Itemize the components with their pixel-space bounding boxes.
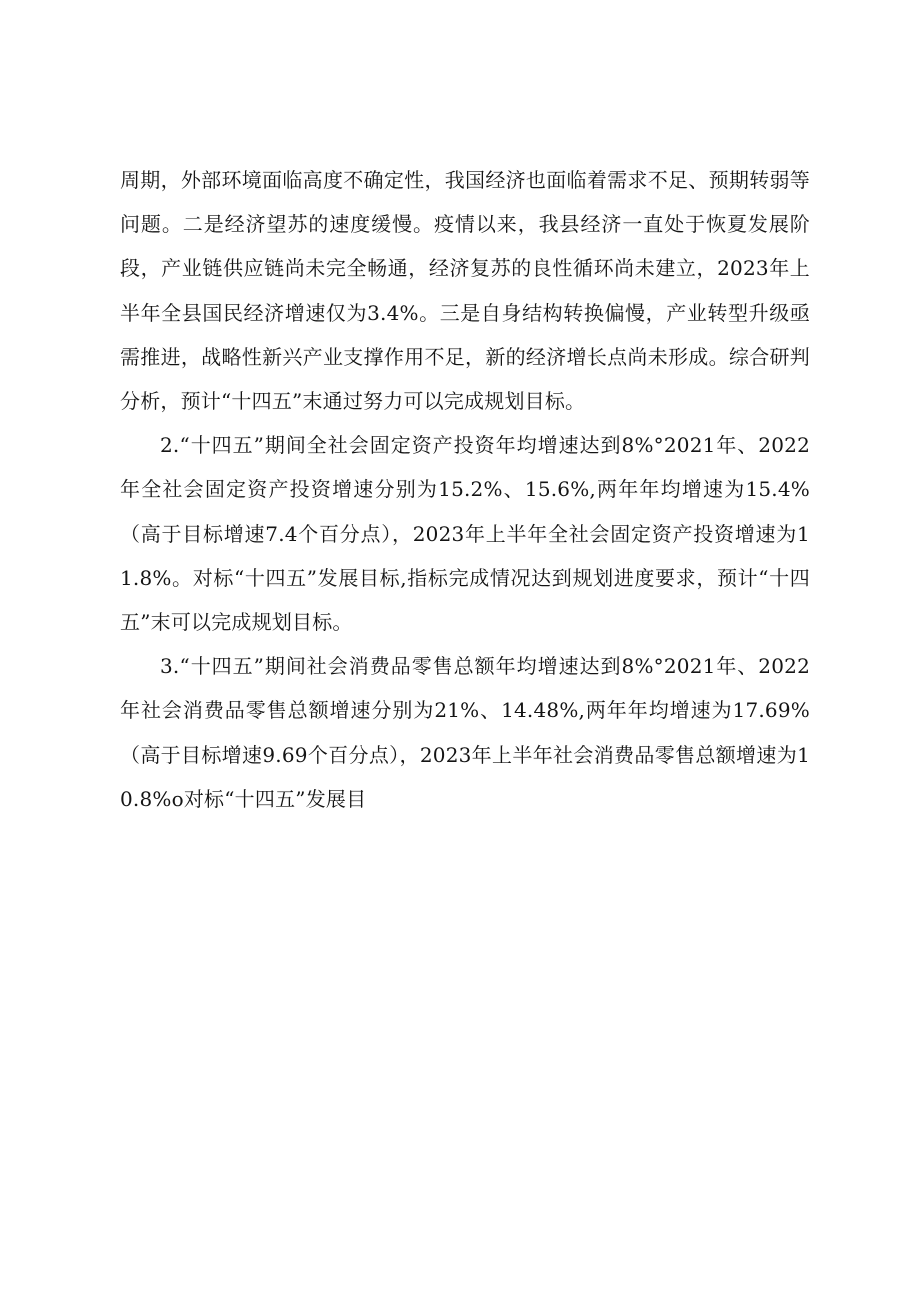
paragraph-fixed-asset-investment: 2.“十四五”期间全社会固定资产投资年均增速达到8%°2021年、2022年全社会固定资产投资增速分别为15.2%、15.6%,两年年均增速为15.4%（高于目标增速7.4个百分点），2023年上半年全社会固定资产投资增速为11.8%。对标“十四五”发展目标,指标完成情况达到规划进度要求，预计“十四五”末可以完成规划目标。 xyxy=(120,433,810,635)
body-text xyxy=(120,158,810,821)
paragraph-continuation: 周期，外部环境面临高度不确定性，我国经济也面临着需求不足、预期转弱等问题。二是经济望苏的速度缓慢。疫情以来，我县经济一直处于恢夏发展阶段，产业链供应链尚未完全畅通，经济复苏的良性循环尚未建立，2023年上半年全县国民经济增速仅为3.4%。三是自身结构转换偏慢，产业转型升级亟需推进，战略性新兴产业支撑作用不足，新的经济增长点尚未形成。综合研判分析，预计“十四五”末通过努力可以完成规划目标。 xyxy=(120,168,810,414)
paragraph-retail-sales: 3.“十四五”期间社会消费品零售总额年均增速达到8%°2021年、2022年社会消费品零售总额增速分别为21%、14.48%,两年年均增速为17.69%（高于目标增速9.69个百分点），2023年上半年社会消费品零售总额增速为10.8%o对标“十四五”发展目 xyxy=(120,654,810,811)
